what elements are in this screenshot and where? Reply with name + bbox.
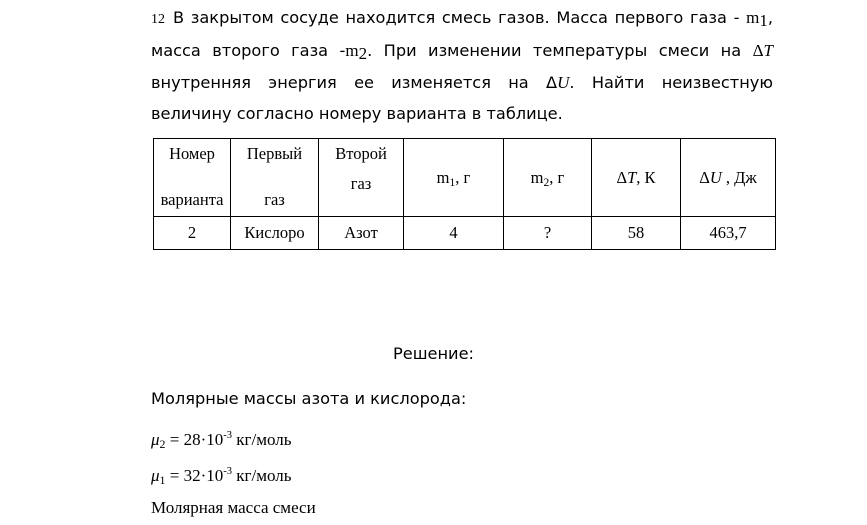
problem-text-5: . Найти неизвестную величину согласно номеру варианта в таблице. — [151, 72, 773, 123]
cell-dt: 58 — [592, 217, 681, 250]
cell-m2: ? — [504, 217, 592, 250]
problem-text-1: В закрытом сосуде находится смесь газов. Масса первого газа - — [173, 8, 747, 27]
table-row — [154, 217, 776, 250]
molar-mass-intro: Молярные массы азота и кислорода: — [151, 389, 467, 408]
header-variant: Номер варианта — [154, 139, 231, 217]
u-symbol: U — [557, 72, 570, 92]
header-dt: ΔT, К — [592, 139, 681, 217]
m-symbol: m — [746, 8, 760, 27]
problem-text-4: внутренняя энергия ее изменяется на — [151, 72, 547, 92]
header-du: ΔU , Дж — [681, 139, 776, 217]
m-symbol-2: m — [345, 41, 359, 61]
header-m2: $m_2$, г — [504, 139, 592, 217]
delta-symbol: Δ — [752, 41, 764, 61]
m-sub-2: 2 — [358, 44, 368, 64]
header-gas1: Первый газ — [231, 139, 319, 217]
cell-variant: 2 — [154, 217, 231, 250]
problem-statement — [151, 2, 773, 129]
solution-title: Решение: — [392, 344, 474, 363]
cell-gas1: Кислоро — [231, 217, 319, 250]
m-sub-1: 1 — [759, 11, 768, 30]
cell-m1: 4 — [404, 217, 504, 250]
delta-symbol-2: Δ — [546, 72, 558, 92]
mu1-formula: $\mu_1 = 32\cdot 10^{-3}$ кг/моль — [151, 466, 292, 487]
t-symbol: T — [763, 41, 773, 61]
variants-table — [153, 138, 776, 250]
header-gas2: Второй газ — [319, 139, 404, 217]
mixture-molar-mass-text: Молярная масса смеси — [151, 498, 316, 517]
problem-text-3: . При изменении температуры смеси на — [367, 41, 753, 61]
mu2-formula: $\mu_2 = 28\cdot 10^{-3}$ кг/моль — [151, 430, 292, 451]
problem-number: 12 — [151, 12, 165, 27]
problem-text-2: , масса второго газа - — [151, 8, 773, 61]
cell-gas2: Азот — [319, 217, 404, 250]
header-m1: $m_1$, г — [404, 139, 504, 217]
table-header-row — [154, 139, 776, 217]
cell-du: 463,7 — [681, 217, 776, 250]
